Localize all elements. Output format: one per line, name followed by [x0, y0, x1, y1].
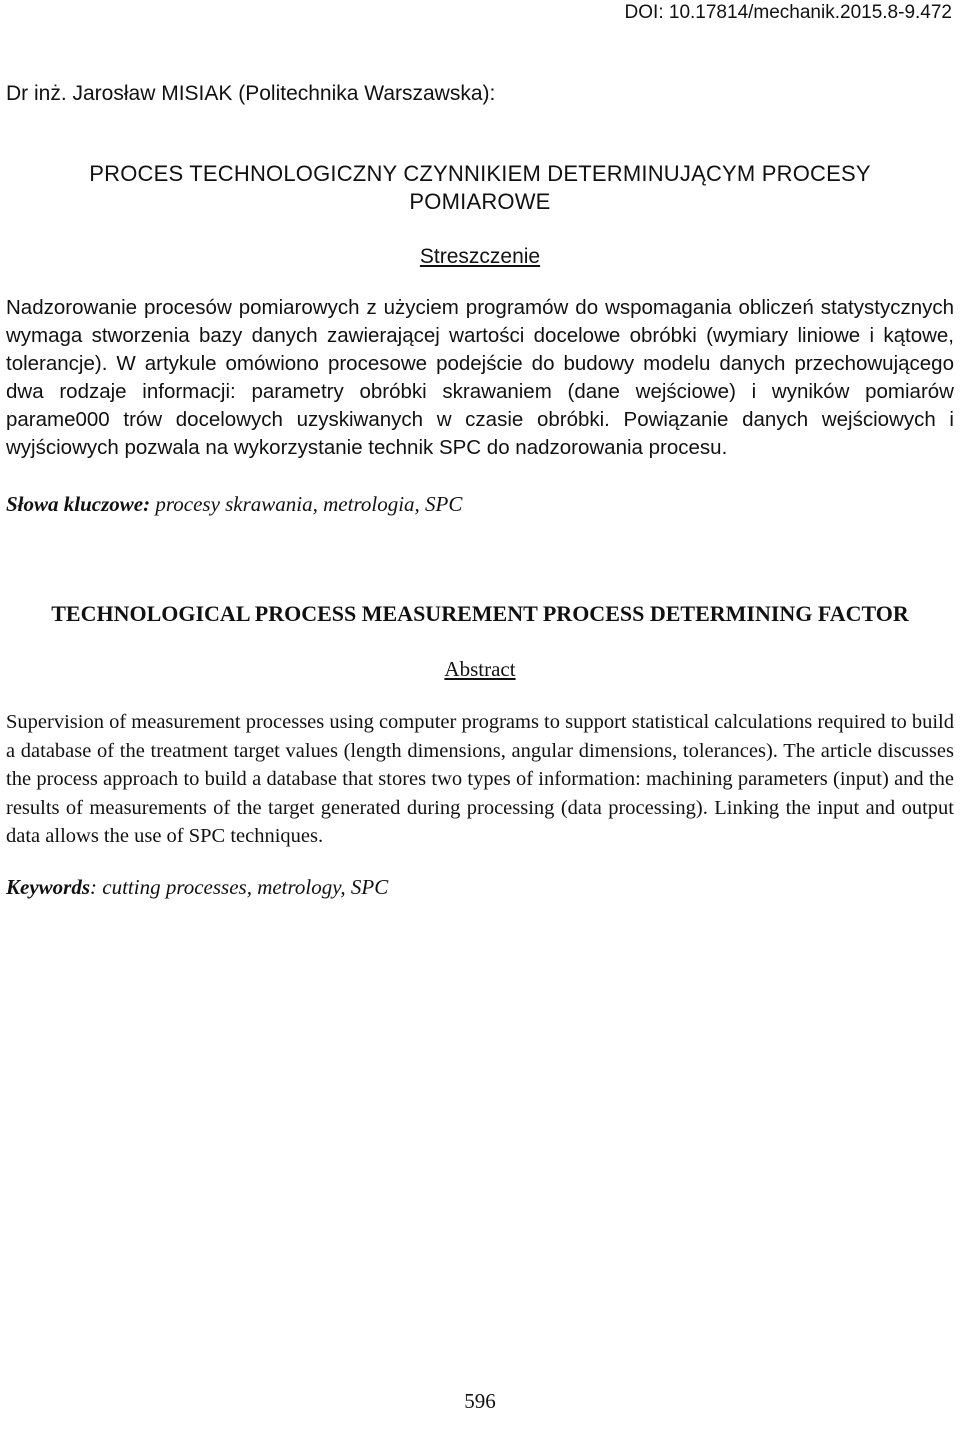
english-abstract-text: Supervision of measurement processes using computer programs to support statistical calculations required to build a database of the treatment target values (length dimensions, angular dimensions, tolerances). The article discusses the process approach to build a database that stores two types of information: machining parameters (input) and the results of measurements of the target generated during processing (data processing). Linking the input and output data allows the use of SPC techniques.	[6, 711, 954, 847]
polish-abstract-text: Nadzorowanie procesów pomiarowych z użyciem programów do wspomagania obliczeń statystycznych wymaga stworzenia bazy danych zawierającej wartości docelowe obróbki (wymiary liniowe i kątowe, tolerancje). W artykule omówiono procesowe podejście do budowy modelu danych przechowującego dwa rodzaje informacji: parametry obróbki skrawaniem (dane wejściowe) i wyników pomiarów parame000 trów docelowych uzyskiwanych w czasie obróbki. Powiązanie danych wejściowych i wyjściowych pozwala na wykorzystanie technik SPC do nadzorowania procesu.	[6, 296, 954, 459]
english-keywords	[6, 874, 388, 900]
english-abstract-heading: Abstract	[444, 657, 516, 681]
english-keywords-label: Keywords	[6, 875, 90, 899]
english-keywords-value: : cutting processes, metrology, SPC	[90, 875, 389, 899]
english-title: TECHNOLOGICAL PROCESS MEASUREMENT PROCESS DETERMINING FACTOR	[51, 601, 909, 626]
page-number: 596	[464, 1389, 496, 1413]
polish-keywords-label: Słowa kluczowe:	[6, 492, 151, 516]
polish-title: PROCES TECHNOLOGICZNY CZYNNIKIEM DETERMINUJĄCYM PROCESY POMIAROWE	[89, 161, 871, 214]
polish-keywords-value: procesy skrawania, metrologia, SPC	[150, 492, 463, 516]
doi-header[interactable]: DOI: 10.17814/mechanik.2015.8-9.472	[624, 2, 952, 23]
author-line: Dr inż. Jarosław MISIAK (Politechnika Warszawska):	[6, 82, 496, 105]
polish-keywords	[6, 491, 462, 517]
polish-abstract-heading: Streszczenie	[419, 245, 541, 268]
